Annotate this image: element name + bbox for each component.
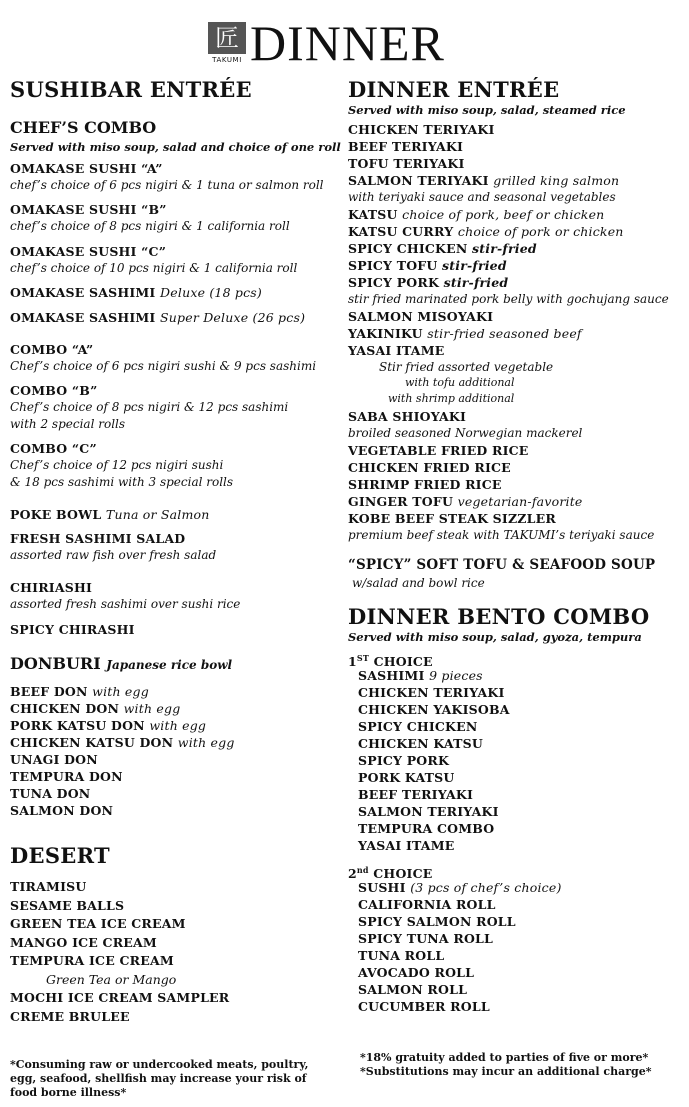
footnote-line: *Consuming raw or undercooked meats, poultry,: [10, 1058, 309, 1071]
entree-item: [348, 172, 669, 189]
menu-item-line: [10, 309, 305, 326]
menu-item-note: (3 pcs of chef’s choice): [410, 880, 562, 895]
choice-suffix: nd: [356, 865, 369, 875]
menu-item-name: COMBO “C”: [10, 441, 97, 456]
entree-item: VEGETABLE FRIED RICE: [348, 443, 529, 458]
entree-item: SALMON MISOYAKI: [348, 309, 494, 324]
menu-item-line: [10, 284, 262, 301]
takumi-logo: [208, 22, 246, 68]
menu-item-name: KATSU: [348, 207, 398, 222]
menu-item-note: vegetarian-favorite: [457, 494, 583, 509]
bento-item: CALIFORNIA ROLL: [358, 897, 496, 912]
footnote-line: *18% gratuity added to parties of five or more*: [360, 1051, 649, 1064]
donburi-item: UNAGI DON: [10, 752, 98, 767]
donburi-heading: [10, 654, 232, 673]
donburi-item: [10, 734, 235, 751]
menu-item-name: OMAKASE SUSHI “B”: [10, 202, 167, 217]
entree-item: [348, 325, 669, 342]
bento-item: SPICY CHICKEN: [358, 719, 478, 734]
entree-desc: premium beef steak with TAKUMI’s teriyaki sauce: [348, 528, 655, 542]
entree-item: KOBE BEEF STEAK SIZZLER: [348, 511, 556, 526]
donburi-item: SALMON DON: [10, 803, 114, 818]
entree-item: [348, 206, 669, 223]
bento-item: CHICKEN YAKISOBA: [358, 702, 510, 717]
menu-item-note: stir-fried: [442, 258, 507, 273]
desert-item: SESAME BALLS: [10, 897, 125, 913]
soup-item-desc: w/salad and bowl rice: [352, 576, 485, 590]
menu-item-desc: assorted raw fish over fresh salad: [10, 548, 217, 562]
yasai-note: Stir fried assorted vegetable: [379, 360, 554, 374]
menu-item-note: 9 pieces: [429, 668, 483, 683]
menu-item-name: SPICY CHIRASHI: [10, 622, 135, 637]
menu-item-name: CHICKEN DON: [10, 701, 120, 716]
bento-item: [358, 879, 562, 896]
chef-combo-subtitle: Served with miso soup, salad and choice of one roll: [10, 140, 341, 154]
footnote-line: *Substitutions may incur an additional charge*: [360, 1065, 652, 1078]
menu-item-name: FRESH SASHIMI SALAD: [10, 531, 186, 546]
entree-list-2: [348, 408, 654, 544]
menu-item-name: SPICY TOFU: [348, 258, 438, 273]
second-choice-list: [358, 879, 562, 1015]
bento-item: PORK KATSU: [358, 770, 455, 785]
chef-combo-title: CHEF’S COMBO: [10, 118, 157, 137]
left-footnote: [10, 1058, 309, 1100]
donburi-item: TUNA DON: [10, 786, 91, 801]
menu-item-desc: chef’s choice of 8 pcs nigiri & 1 california roll: [10, 219, 290, 233]
menu-item-desc: & 18 pcs sashimi with 3 special rolls: [10, 475, 234, 489]
desert-item: TIRAMISU: [10, 879, 87, 894]
donburi-title: DONBURI: [10, 654, 101, 673]
entree-item: [348, 257, 669, 274]
menu-item-name: PORK KATSU DON: [10, 718, 145, 733]
menu-item-name: OMAKASE SUSHI “A”: [10, 161, 163, 176]
menu-item-name: OMAKASE SUSHI “C”: [10, 244, 167, 259]
bento-item: SPICY SALMON ROLL: [358, 914, 516, 929]
yasai-note: with tofu additional: [405, 376, 515, 389]
entree-item: BEEF TERIYAKI: [348, 139, 464, 154]
desert-item: MANGO ICE CREAM: [10, 934, 157, 950]
bento-item: CHICKEN TERIYAKI: [358, 685, 505, 700]
first-choice-list: [358, 667, 510, 854]
menu-item-desc: Chef’s choice of 8 pcs nigiri & 12 pcs sashimi: [10, 400, 289, 414]
choice-suffix: ST: [356, 653, 370, 663]
donburi-item: [10, 700, 235, 717]
menu-item-note: stir-fried: [443, 275, 509, 290]
menu-item-note: with egg: [123, 701, 181, 716]
entree-desc: stir fried marinated pork belly with gochujang sauce: [348, 292, 669, 306]
logo-text: TAKUMI: [212, 56, 242, 64]
menu-item-desc: Chef’s choice of 12 pcs nigiri sushi: [10, 458, 224, 472]
menu-item-name: GINGER TOFU: [348, 494, 454, 509]
bento-item: CHICKEN KATSU: [358, 736, 483, 751]
menu-item-note: with egg: [177, 735, 235, 750]
entree-item: TOFU TERIYAKI: [348, 156, 465, 171]
donburi-item: [10, 683, 235, 700]
bento-item: TUNA ROLL: [358, 948, 445, 963]
menu-item-line: [10, 506, 210, 523]
entree-item: [348, 223, 669, 240]
menu-item-note: with egg: [149, 718, 207, 733]
menu-item-note: Super Deluxe (26 pcs): [160, 310, 306, 325]
desert-title: DESERT: [10, 843, 110, 868]
desert-item: TEMPURA ICE CREAM: [10, 953, 174, 968]
footnote-line: food borne illness*: [10, 1086, 127, 1099]
menu-item-note: with egg: [92, 684, 149, 699]
menu-item-name: SPICY PORK: [348, 275, 440, 290]
menu-item-name: CHIRIASHI: [10, 580, 93, 595]
desert-list: [10, 878, 229, 1026]
choice-number: 1: [348, 654, 357, 670]
menu-item-name: SPICY CHICKEN: [348, 241, 468, 256]
entree-item: SHRIMP FRIED RICE: [348, 477, 502, 492]
desert-note: Green Tea or Mango: [46, 971, 177, 987]
menu-item-name: CHICKEN KATSU DON: [10, 735, 174, 750]
bento-item: BEEF TERIYAKI: [358, 787, 474, 802]
menu-item-desc: with 2 special rolls: [10, 417, 126, 431]
bento-item: SPICY TUNA ROLL: [358, 931, 494, 946]
entree-item: CHICKEN TERIYAKI: [348, 122, 495, 137]
bento-item: [358, 667, 510, 684]
entree-item: CHICKEN FRIED RICE: [348, 460, 511, 475]
bento-item: TEMPURA COMBO: [358, 821, 495, 836]
yasai-note: with shrimp additional: [388, 392, 515, 405]
menu-item-name: BEEF DON: [10, 684, 88, 699]
menu-item-desc: chef’s choice of 6 pcs nigiri & 1 tuna or salmon roll: [10, 178, 324, 192]
menu-item-note: stir-fried: [472, 241, 537, 256]
page-title: DINNER: [250, 15, 445, 71]
bento-item: SALMON TERIYAKI: [358, 804, 499, 819]
dinner-entree-title: DINNER ENTRÉE: [348, 77, 560, 102]
bento-item: CUCUMBER ROLL: [358, 999, 490, 1014]
bento-item: SPICY PORK: [358, 753, 450, 768]
choice-number: 2: [348, 866, 357, 882]
desert-item: GREEN TEA ICE CREAM: [10, 916, 186, 931]
entree-desc: with teriyaki sauce and seasonal vegetables: [348, 190, 616, 204]
menu-item-name: KATSU CURRY: [348, 224, 454, 239]
donburi-item: TEMPURA DON: [10, 769, 123, 784]
entree-item: SABA SHIOYAKI: [348, 409, 467, 424]
entree-item: [348, 274, 669, 291]
dinner-entree-subtitle: Served with miso soup, salad, steamed rice: [348, 103, 626, 117]
menu-item-name: SUSHI: [358, 880, 406, 895]
right-footnote: [360, 1051, 651, 1079]
choice-label: CHOICE: [373, 866, 433, 882]
menu-item-desc: assorted fresh sashimi over sushi rice: [10, 597, 241, 611]
menu-item-name: SALMON TERIYAKI: [348, 173, 489, 188]
menu-item-note: choice of pork or chicken: [457, 224, 624, 239]
bento-item: AVOCADO ROLL: [358, 965, 475, 980]
menu-item-note: choice of pork, beef or chicken: [402, 207, 605, 222]
bento-item: YASAI ITAME: [358, 838, 455, 853]
menu-item-name: COMBO “A”: [10, 342, 94, 357]
desert-item: MOCHI ICE CREAM SAMPLER: [10, 990, 230, 1005]
entree-item: [348, 240, 669, 257]
soup-item-name: “SPICY” SOFT TOFU & SEAFOOD SOUP: [348, 557, 656, 573]
logo-glyph: 匠: [208, 22, 246, 54]
donburi-item: [10, 717, 235, 734]
desert-item: CREME BRULEE: [10, 1008, 130, 1024]
menu-item-name: OMAKASE SASHIMI: [10, 310, 156, 325]
entree-list: [348, 121, 669, 407]
menu-item-name: COMBO “B”: [10, 383, 98, 398]
bento-subtitle: Served with miso soup, salad, gyoza, tempura: [348, 630, 642, 644]
menu-item-name: OMAKASE SASHIMI: [10, 285, 156, 300]
menu-item-name: SASHIMI: [358, 668, 425, 683]
footnote-line: egg, seafood, shellfish may increase your risk of: [10, 1072, 307, 1085]
sushibar-title: SUSHIBAR ENTRÉE: [10, 77, 252, 102]
menu-item-name: YAKINIKU: [348, 326, 423, 341]
menu-item-name: POKE BOWL: [10, 507, 102, 522]
entree-item: YASAI ITAME: [348, 343, 445, 358]
bento-item: SALMON ROLL: [358, 982, 468, 997]
menu-item-desc: Chef’s choice of 6 pcs nigiri sushi & 9 pcs sashimi: [10, 359, 317, 373]
donburi-list: [10, 683, 235, 819]
donburi-subtitle: Japanese rice bowl: [106, 658, 233, 672]
menu-item-note: Tuna or Salmon: [105, 507, 210, 522]
choice-label: CHOICE: [373, 654, 433, 670]
entree-desc: broiled seasoned Norwegian mackerel: [348, 426, 583, 440]
entree-item: [348, 493, 654, 510]
menu-item-desc: chef’s choice of 10 pcs nigiri & 1 california roll: [10, 261, 298, 275]
menu-item-note: stir-fried seasoned beef: [427, 326, 582, 341]
bento-title: DINNER BENTO COMBO: [348, 604, 650, 629]
menu-item-note: grilled king salmon: [493, 173, 620, 188]
menu-item-note: Deluxe (18 pcs): [160, 285, 262, 300]
